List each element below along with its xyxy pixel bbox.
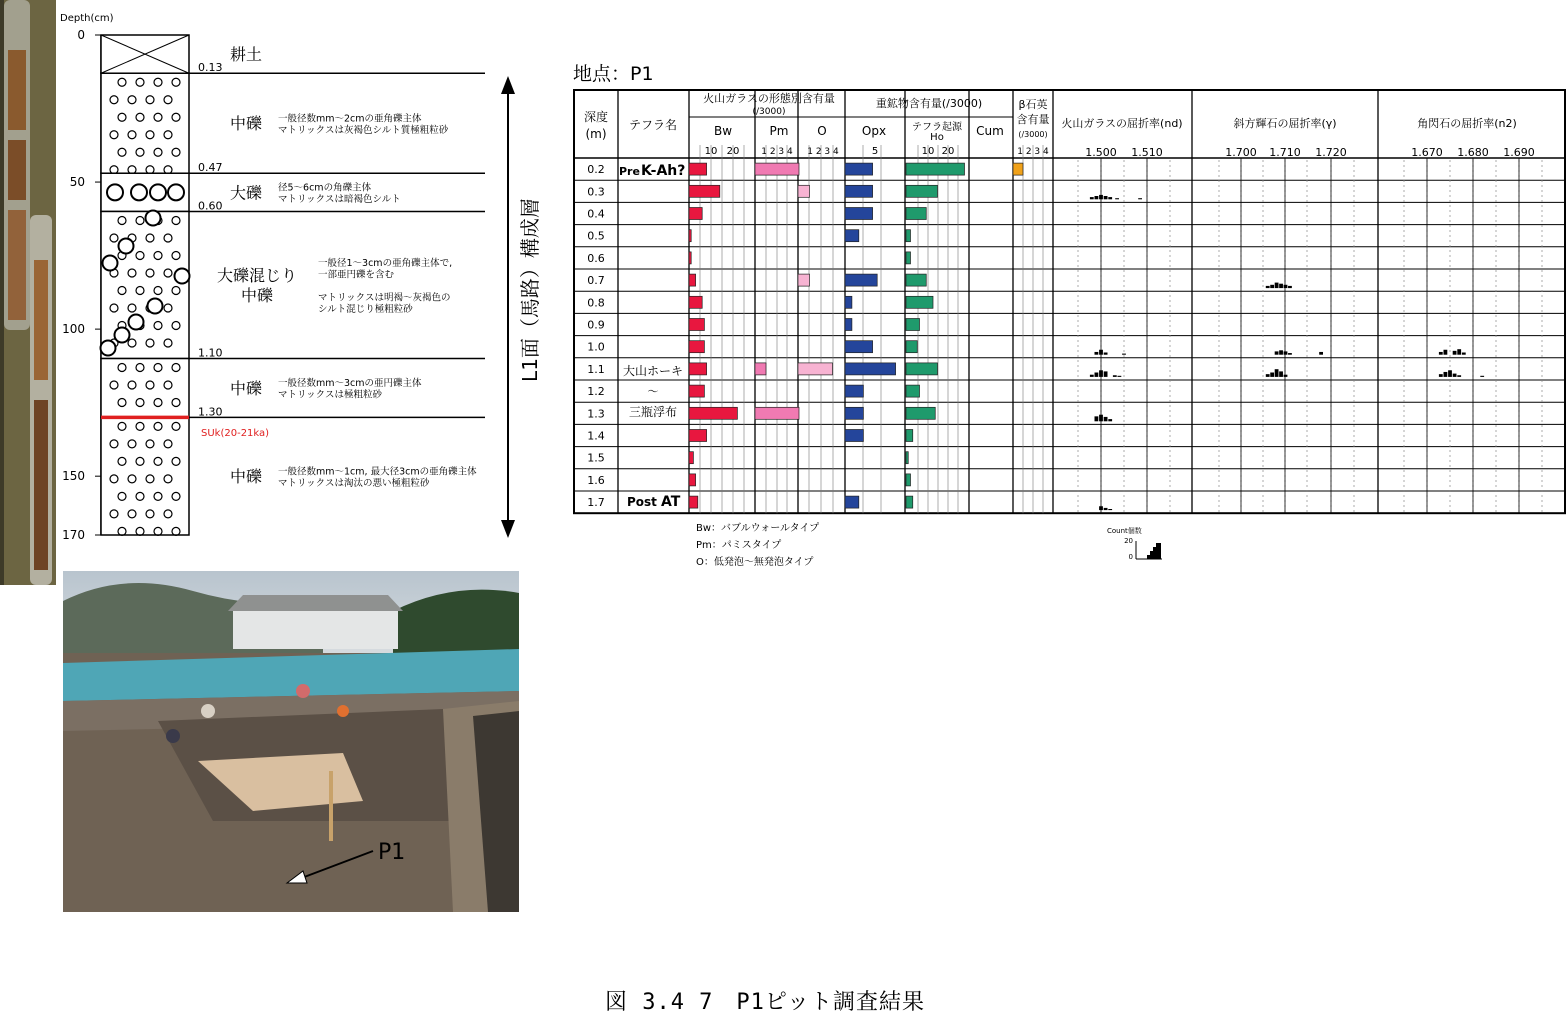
header-cum: Cum bbox=[976, 124, 1004, 138]
header-opx: Opx bbox=[861, 124, 887, 138]
bw-bar bbox=[689, 385, 704, 397]
opx-bar bbox=[845, 296, 852, 308]
nd-histogram-bin bbox=[1095, 373, 1099, 377]
gamma-histogram-bin bbox=[1279, 350, 1283, 354]
gamma-tick-2: 1.710 bbox=[1269, 146, 1301, 159]
nd-histogram-bin bbox=[1104, 371, 1108, 377]
n2-tick-2: 1.680 bbox=[1457, 146, 1489, 159]
layer-description: マトリックスは明褐～灰褐色の bbox=[318, 292, 451, 304]
header-tephra: テフラ名 bbox=[628, 118, 678, 132]
bw-bar bbox=[689, 496, 698, 508]
table-row bbox=[587, 385, 919, 398]
gamma-histogram-bin bbox=[1270, 373, 1274, 377]
nd-histogram-bin bbox=[1108, 197, 1112, 199]
bw-bar bbox=[689, 163, 707, 175]
ho-bar bbox=[906, 252, 911, 264]
o-ticks: 1 2 3 4 bbox=[807, 147, 839, 157]
opx-bar bbox=[845, 319, 852, 331]
gamma-histogram-bin bbox=[1284, 375, 1288, 377]
ho-bar bbox=[906, 230, 911, 242]
nd-histogram-bin bbox=[1090, 197, 1094, 199]
bw-tick-20: 20 bbox=[726, 146, 740, 157]
layer-name: 耕土 bbox=[229, 45, 263, 65]
pm-bar bbox=[755, 363, 766, 375]
ho-tick-20: 20 bbox=[941, 146, 955, 157]
layer bbox=[101, 417, 189, 535]
opx-bar bbox=[845, 208, 873, 220]
table-row bbox=[587, 319, 919, 332]
table-row bbox=[587, 185, 1142, 199]
depth-tick-label: 100 bbox=[62, 322, 85, 337]
layer-box bbox=[101, 359, 189, 418]
row-depth: 0.3 bbox=[587, 185, 605, 199]
depth-tick-label: 170 bbox=[62, 528, 85, 542]
row-depth: 0.2 bbox=[587, 163, 605, 177]
tephra-post-name: AT bbox=[661, 494, 681, 510]
beta-bar bbox=[1013, 163, 1023, 175]
layer-description: 径5～6cmの角礫主体 bbox=[278, 182, 372, 194]
bw-bar bbox=[689, 252, 691, 264]
row-depth: 0.4 bbox=[587, 207, 605, 221]
bw-bar bbox=[689, 407, 737, 419]
o-bar bbox=[798, 363, 833, 375]
header-nd: 火山ガラスの屈折率(nd) bbox=[1061, 117, 1183, 130]
table-row bbox=[587, 274, 1292, 288]
layer-description: マトリックスは灰褐色シルト質極粗粒砂 bbox=[278, 124, 449, 136]
tephra-daisen-tilde: ～ bbox=[647, 385, 659, 398]
gamma-histogram-bin bbox=[1275, 369, 1279, 377]
gamma-histogram-bin bbox=[1288, 286, 1292, 288]
ho-bar bbox=[906, 430, 913, 442]
tephra-pre-prefix: Pre bbox=[619, 165, 640, 178]
legend-pm: Pm：パミスタイプ bbox=[696, 540, 782, 551]
analysis-table bbox=[565, 55, 1566, 575]
boundary-depth-label: 1.10 bbox=[198, 346, 223, 360]
row-depth: 1.4 bbox=[587, 429, 605, 443]
excavation-photo bbox=[63, 571, 519, 912]
n2-histogram-bin bbox=[1448, 370, 1452, 377]
layer-name: 大礫混じり bbox=[216, 266, 298, 285]
gamma-histogram-bin bbox=[1319, 352, 1323, 355]
nd-tick-1: 1.500 bbox=[1085, 146, 1117, 159]
layer-box bbox=[101, 73, 189, 173]
gamma-histogram-bin bbox=[1279, 371, 1283, 377]
gamma-histogram-bin bbox=[1284, 351, 1288, 354]
ho-bar bbox=[906, 208, 926, 220]
n2-histogram-bin bbox=[1439, 352, 1443, 355]
header-pm: Pm bbox=[769, 124, 789, 138]
ho-bar bbox=[906, 163, 965, 175]
gamma-histogram-bin bbox=[1279, 284, 1283, 288]
n2-histogram-bin bbox=[1444, 372, 1448, 377]
bw-tick-10: 10 bbox=[704, 146, 718, 157]
layer-description: 一般径数mm～1cm, 最大径3cmの亜角礫主体 bbox=[278, 466, 477, 478]
layer-name: 中礫 bbox=[229, 378, 263, 398]
n2-tick-1: 1.670 bbox=[1411, 146, 1443, 159]
tephra-labels bbox=[619, 163, 685, 510]
nd-histogram-bin bbox=[1138, 198, 1142, 199]
n2-histogram-bin bbox=[1480, 376, 1484, 377]
nd-histogram-bin bbox=[1090, 375, 1094, 377]
count-legend-title: Count個数 bbox=[1107, 527, 1142, 535]
opx-tick-5: 5 bbox=[871, 146, 879, 157]
gamma-histogram-bin bbox=[1266, 374, 1270, 377]
layer-description: 一般径数mm～3cmの亜円礫主体 bbox=[278, 378, 422, 390]
nd-histogram-bin bbox=[1122, 354, 1126, 355]
header-gamma: 斜方輝石の屈折率(γ) bbox=[1233, 117, 1337, 130]
boundary-depth-label: 0.47 bbox=[198, 161, 223, 175]
nd-histogram-bin bbox=[1104, 417, 1108, 421]
layer-descriptions bbox=[189, 45, 485, 489]
row-depth: 0.5 bbox=[587, 229, 605, 243]
bw-bar bbox=[689, 452, 693, 464]
bw-bar bbox=[689, 474, 696, 486]
nd-histogram-bin bbox=[1095, 196, 1099, 199]
row-depth: 1.3 bbox=[587, 407, 605, 421]
p1-label: P1 bbox=[378, 840, 406, 865]
opx-bar bbox=[845, 185, 873, 197]
table-row bbox=[587, 208, 926, 221]
ho-bar bbox=[906, 496, 913, 508]
unit-arrow bbox=[501, 76, 515, 538]
beta-ticks: 1 2 3 4 bbox=[1017, 147, 1049, 157]
tephra-pre-name: K-Ah? bbox=[641, 163, 686, 179]
ho-bar bbox=[906, 452, 908, 464]
header-beta-1: β石英 bbox=[1018, 98, 1048, 111]
n2-histogram-bin bbox=[1462, 353, 1466, 355]
opx-bar bbox=[845, 385, 863, 397]
nd-histogram-bin bbox=[1099, 506, 1103, 510]
row-depth: 1.7 bbox=[587, 496, 605, 510]
nd-histogram-bin bbox=[1099, 415, 1103, 422]
ho-bar bbox=[906, 296, 933, 308]
count-legend bbox=[1107, 526, 1162, 561]
nd-histogram-bin bbox=[1108, 509, 1112, 510]
table-row bbox=[587, 341, 1465, 355]
header-depth-1: 深度 bbox=[583, 110, 609, 124]
table-row bbox=[587, 452, 908, 465]
ho-bar bbox=[906, 274, 926, 286]
opx-bar bbox=[845, 230, 859, 242]
pm-bar bbox=[755, 407, 799, 419]
pm-bar bbox=[755, 163, 799, 175]
nd-histogram-bin bbox=[1113, 375, 1117, 377]
nd-tick-2: 1.510 bbox=[1131, 146, 1163, 159]
layer bbox=[101, 173, 189, 211]
gamma-tick-1: 1.700 bbox=[1225, 146, 1257, 159]
layer bbox=[101, 73, 189, 174]
boundary-depth-label: 0.13 bbox=[198, 61, 223, 75]
n2-histogram-bin bbox=[1439, 374, 1443, 377]
layer-description: シルト混じり極粗粒砂 bbox=[318, 304, 413, 315]
header-o: O bbox=[817, 124, 827, 138]
layer-name: 中礫 bbox=[229, 114, 263, 134]
bw-bar bbox=[689, 363, 707, 375]
opx-bar bbox=[845, 341, 873, 353]
ho-bar bbox=[906, 385, 920, 397]
n2-histogram-bin bbox=[1457, 375, 1461, 377]
gamma-histogram-bin bbox=[1270, 285, 1274, 288]
table-row bbox=[587, 252, 910, 265]
ho-bar bbox=[906, 341, 917, 353]
large-gravel-circle bbox=[146, 211, 161, 226]
boundary-depth-label: 0.60 bbox=[198, 199, 223, 213]
nd-histogram-bin bbox=[1104, 353, 1108, 355]
bw-bar bbox=[689, 185, 720, 197]
count-legend-max: 20 bbox=[1124, 537, 1133, 545]
nd-histogram-bin bbox=[1099, 350, 1103, 355]
row-depth: 0.8 bbox=[587, 296, 605, 310]
layer bbox=[101, 35, 189, 73]
nd-histogram-bin bbox=[1099, 195, 1103, 199]
gamma-histogram-bin bbox=[1275, 351, 1279, 354]
n2-histogram-bin bbox=[1444, 350, 1448, 355]
o-bar bbox=[798, 274, 810, 286]
opx-bar bbox=[845, 363, 896, 375]
pm-ticks: 1 2 3 4 bbox=[761, 147, 793, 157]
layer-box bbox=[101, 173, 189, 211]
header-bw: Bw bbox=[713, 124, 733, 138]
large-gravel-circle bbox=[175, 269, 190, 284]
header-depth-2: (m) bbox=[585, 127, 607, 141]
gamma-histogram-bin bbox=[1284, 285, 1288, 288]
header-beta-3: (/3000) bbox=[1018, 130, 1048, 139]
nd-histogram-bin bbox=[1095, 352, 1099, 355]
stratigraphic-column bbox=[0, 0, 545, 560]
nd-histogram-bin bbox=[1095, 416, 1099, 421]
bw-bar bbox=[689, 341, 704, 353]
bw-bar bbox=[689, 230, 691, 242]
bw-bar bbox=[689, 430, 707, 442]
ho-bar bbox=[906, 363, 938, 375]
count-legend-min: 0 bbox=[1128, 553, 1133, 561]
row-depth: 0.7 bbox=[587, 274, 605, 288]
table-row bbox=[587, 474, 910, 487]
nd-histogram-bin bbox=[1108, 419, 1112, 421]
large-gravel-circle bbox=[129, 315, 144, 330]
o-bar bbox=[798, 185, 810, 197]
header-glass: 火山ガラスの形態別含有量 bbox=[703, 92, 835, 105]
layer-description: 一部亜円礫を含む bbox=[318, 269, 395, 281]
layer-description: 一般径1～3cmの亜角礫主体で, bbox=[318, 258, 453, 269]
layer-description: マトリックスは極粗粒砂 bbox=[278, 389, 383, 401]
depth-axis bbox=[62, 28, 101, 542]
gamma-histogram-bin bbox=[1288, 353, 1292, 355]
row-depth: 1.5 bbox=[587, 451, 605, 465]
layer-name: 大礫 bbox=[229, 183, 263, 203]
layer bbox=[101, 359, 189, 418]
opx-bar bbox=[845, 274, 877, 286]
bw-bar bbox=[689, 208, 702, 220]
large-gravel-circle bbox=[119, 239, 134, 254]
large-gravel-circle bbox=[103, 256, 118, 271]
row-depth: 1.6 bbox=[587, 473, 605, 487]
layer-description: マトリックスは暗褐色シルト bbox=[278, 194, 401, 206]
site-title: 地点：P1 bbox=[573, 63, 654, 85]
gamma-histogram-bin bbox=[1266, 286, 1270, 288]
row-depth: 0.9 bbox=[587, 318, 605, 332]
depth-tick-label: 0 bbox=[77, 28, 85, 42]
table-row bbox=[587, 430, 913, 443]
n2-histogram-bin bbox=[1453, 351, 1457, 355]
legend-o: O：低発泡～無発泡タイプ bbox=[696, 557, 814, 568]
table-headers bbox=[584, 91, 1535, 159]
tephra-daisen-2: 三瓶浮布 bbox=[628, 405, 678, 419]
tephra-daisen-1: 大山ホーキ bbox=[622, 364, 684, 378]
n2-histogram-bin bbox=[1453, 374, 1457, 377]
table-row bbox=[587, 230, 910, 243]
row-depth: 1.2 bbox=[587, 385, 605, 399]
bw-bar bbox=[689, 319, 704, 331]
opx-bar bbox=[845, 163, 873, 175]
boundary-depth-label: 1.30 bbox=[198, 405, 223, 419]
header-glass-unit: (/3000) bbox=[752, 107, 786, 117]
nd-histogram-bin bbox=[1104, 508, 1108, 510]
row-depth: 1.0 bbox=[587, 340, 605, 354]
header-heavy: 重鉱物含有量(/3000) bbox=[875, 97, 983, 110]
ho-bar bbox=[906, 407, 935, 419]
depth-tick-label: 150 bbox=[62, 469, 85, 484]
opx-bar bbox=[845, 430, 863, 442]
ho-bar bbox=[906, 185, 938, 197]
layer bbox=[101, 211, 190, 359]
gamma-tick-3: 1.720 bbox=[1315, 146, 1347, 159]
n2-histogram-bin bbox=[1457, 349, 1461, 355]
header-ho-2: Ho bbox=[930, 132, 944, 143]
ho-bar bbox=[906, 319, 920, 331]
header-n2: 角閃石の屈折率(n2) bbox=[1417, 117, 1517, 130]
layer-column bbox=[101, 35, 190, 535]
suk-label: SUk(20-21ka) bbox=[201, 428, 270, 439]
opx-bar bbox=[845, 407, 863, 419]
layer-description: マトリックスは淘汰の悪い極粗粒砂 bbox=[278, 477, 430, 489]
large-gravel-circle bbox=[148, 299, 163, 314]
large-gravel-circle bbox=[115, 328, 130, 343]
depth-tick-label: 50 bbox=[69, 175, 85, 190]
layer-description: 一般径数mm～2cmの亜角礫主体 bbox=[278, 113, 422, 125]
layer-name: 中礫 bbox=[240, 286, 274, 305]
figure-caption: 図 3.4 7 P1ピット調査結果 bbox=[604, 990, 926, 1015]
type-legend bbox=[696, 522, 819, 568]
layer-name: 中礫 bbox=[229, 467, 263, 487]
unit-label: L1面（馬路）構成層 bbox=[518, 198, 542, 382]
nd-histogram-bin bbox=[1099, 370, 1103, 377]
depth-header: Depth(cm) bbox=[60, 13, 114, 24]
bw-bar bbox=[689, 296, 702, 308]
ho-tick-10: 10 bbox=[921, 146, 935, 157]
nd-histogram-bin bbox=[1115, 198, 1119, 199]
row-depth: 0.6 bbox=[587, 251, 605, 265]
tephra-post-prefix: Post bbox=[627, 495, 657, 509]
nd-histogram-bin bbox=[1104, 196, 1108, 199]
header-beta-2: 含有量 bbox=[1016, 113, 1050, 126]
header-ho-1: テフラ起源 bbox=[912, 122, 962, 133]
gamma-histogram-bin bbox=[1275, 283, 1279, 289]
legend-bw: Bw：バブルウォールタイプ bbox=[696, 523, 820, 534]
ho-bar bbox=[906, 474, 911, 486]
row-depth: 1.1 bbox=[587, 362, 605, 376]
n2-tick-3: 1.690 bbox=[1503, 146, 1535, 159]
nd-histogram-bin bbox=[1118, 376, 1122, 377]
large-gravel-circle bbox=[101, 341, 116, 356]
bw-bar bbox=[689, 274, 696, 286]
opx-bar bbox=[845, 496, 859, 508]
